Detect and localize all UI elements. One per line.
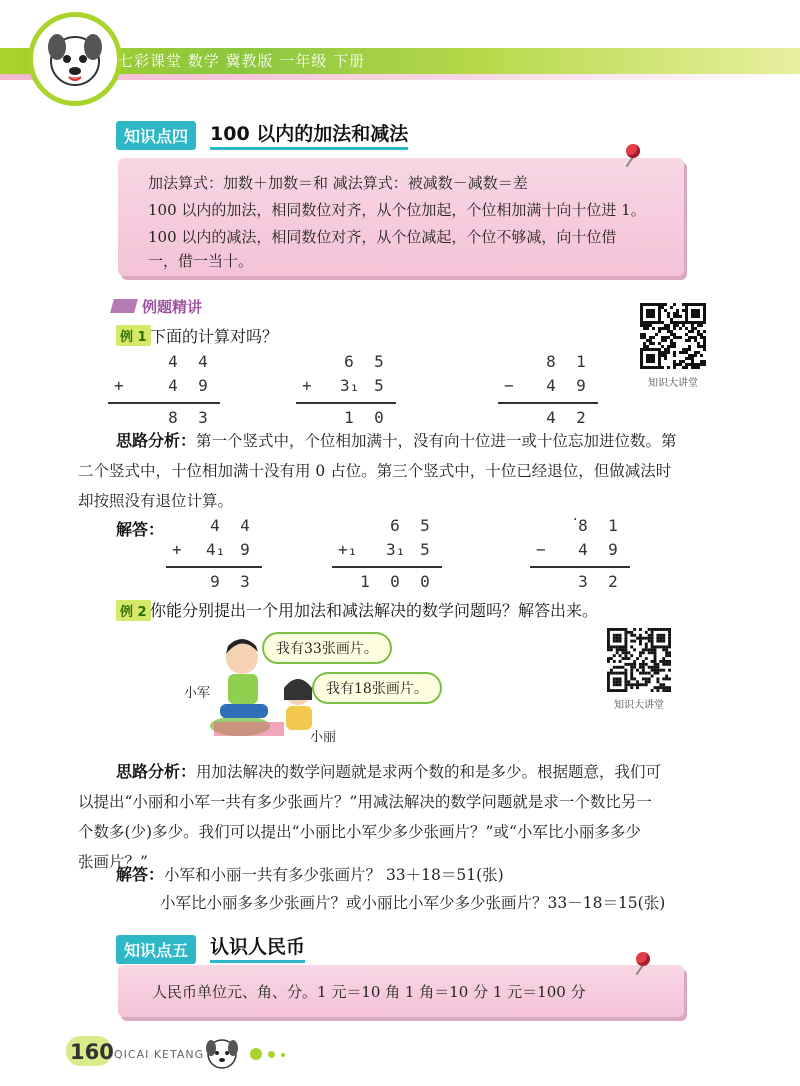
vertical-calculation	[332, 516, 442, 598]
calc-operator: −	[504, 376, 514, 395]
calc-operator: −	[536, 540, 546, 559]
calc-digit: 3	[578, 572, 588, 591]
calc-line	[498, 402, 598, 404]
calc-digit: 2	[608, 572, 618, 591]
analysis-line: 个数多(少)多少。我们可以提出“小丽比小军少多少张画片？”或“小军比小丽多多少	[78, 823, 641, 841]
calc-digit: 1	[360, 572, 370, 591]
example-question: 你能分别提出一个用加法和减法解决的数学问题吗？解答出来。	[150, 601, 599, 620]
answer-line	[116, 860, 504, 890]
qr-caption: 知识大讲堂	[648, 378, 698, 389]
calc-line	[332, 566, 442, 568]
examples-header: 例题精讲	[142, 298, 203, 316]
vertical-calculation	[498, 352, 598, 434]
example-question: 下面的计算对吗？	[150, 327, 279, 346]
header-title: 七彩课堂 数学 冀教版 一年级 下册	[118, 52, 366, 70]
section-title: 100 以内的加法和减法	[210, 119, 408, 150]
name-label: 小军	[184, 686, 211, 701]
analysis-line: 张画片？”	[78, 853, 148, 871]
header-pink-stripe	[0, 74, 800, 80]
calc-digit: 4	[546, 408, 556, 427]
calc-line	[530, 566, 630, 568]
calc-digit: 2	[576, 408, 586, 427]
calc-digit: 8	[578, 516, 588, 535]
calc-digit: 4	[546, 376, 556, 395]
calc-digit: 3	[240, 572, 250, 591]
calc-digit: 9	[210, 572, 220, 591]
calc-line	[296, 402, 396, 404]
analysis-label: 思路分析：	[116, 431, 197, 450]
qr-code-icon[interactable]	[607, 628, 671, 692]
note-line: 100 以内的减法，相同数位对齐，从个位减起，个位不够减，向十位借	[148, 228, 617, 246]
speech-bubble: 我有33张画片。	[262, 632, 392, 664]
speech-bubble: 我有18张画片。	[312, 672, 442, 704]
calc-operator: +	[302, 376, 312, 395]
name-label: 小丽	[310, 730, 337, 745]
calc-digit: 9	[198, 376, 208, 395]
calc-digit: 4	[210, 516, 220, 535]
decor-dot	[281, 1053, 285, 1057]
calc-line	[166, 566, 262, 568]
calc-digit: 5	[374, 376, 384, 395]
calc-digit: 4	[168, 352, 178, 371]
book-icon	[110, 299, 138, 313]
calc-digit: 1	[608, 516, 618, 535]
calc-digit: 1	[344, 408, 354, 427]
footer-brand: QICAI KETANG	[114, 1048, 205, 1061]
vertical-calculation	[296, 352, 396, 434]
section-label: 知识点五	[116, 935, 196, 964]
calc-digit: 4₁	[206, 540, 226, 559]
analysis-text: 用加法解决的数学问题就是求两个数的和是多少。根据题意，我们可	[196, 763, 662, 781]
calc-digit: 5	[420, 540, 430, 559]
calc-digit: 5	[374, 352, 384, 371]
answer-line: 小军比小丽多多少张画片？或小丽比小军少多少张画片？33－18＝15(张)	[160, 894, 666, 912]
answer-label: 解答：	[116, 520, 165, 539]
vertical-calculation	[530, 516, 630, 598]
calc-digit: 8	[546, 352, 556, 371]
note-line: 100 以内的加法，相同数位对齐，从个位加起，个位相加满十向十位进 1。	[148, 201, 646, 219]
page-number: 160	[70, 1040, 114, 1064]
analysis-line: 却按照没有退位计算。	[78, 492, 234, 510]
analysis-line: 二个竖式中，十位相加满十没有用 0 占位。第三个竖式中，十位已经退位，但做减法时	[78, 462, 672, 480]
calc-digit: 9	[576, 376, 586, 395]
calc-digit: 9	[608, 540, 618, 559]
analysis-label: 思路分析：	[116, 762, 197, 781]
analysis-text: 第一个竖式中，个位相加满十，没有向十位进一或十位忘加进位数。第	[196, 432, 677, 450]
dog-mascot-icon	[200, 1034, 244, 1074]
borrow-dot: ·	[573, 512, 578, 528]
calc-digit: 3	[198, 408, 208, 427]
example-tag: 例 2	[116, 600, 151, 621]
vertical-calculation	[166, 516, 262, 598]
calc-digit: 8	[168, 408, 178, 427]
calc-digit: 1	[576, 352, 586, 371]
calc-digit: 4	[198, 352, 208, 371]
dog-mascot-icon	[28, 12, 122, 106]
note-box	[118, 965, 684, 1017]
note-line: 加法算式：加数＋加数＝和 减法算式：被减数－减数＝差	[148, 174, 528, 192]
calc-digit: 3₁	[386, 540, 406, 559]
calc-digit: 4	[240, 516, 250, 535]
calc-digit: 6	[390, 516, 400, 535]
calc-digit: 3₁	[340, 376, 360, 395]
analysis-line	[116, 757, 661, 787]
calc-digit: 0	[390, 572, 400, 591]
section-title: 认识人民币	[210, 932, 305, 963]
calc-operator: +	[114, 376, 124, 395]
push-pin-icon	[636, 952, 650, 966]
qr-code-icon[interactable]	[640, 303, 706, 369]
decor-dot	[268, 1051, 275, 1058]
calc-digit: 9	[240, 540, 250, 559]
calc-operator: +₁	[338, 540, 358, 559]
answer-label: 解答：	[116, 865, 165, 884]
qr-caption: 知识大讲堂	[614, 700, 664, 711]
calc-digit: 0	[374, 408, 384, 427]
example-tag: 例 1	[116, 325, 151, 346]
note-line: 人民币单位元、角、分。1 元＝10 角 1 角＝10 分 1 元＝100 分	[152, 983, 586, 1001]
section-label: 知识点四	[116, 121, 196, 150]
decor-dot	[250, 1048, 262, 1060]
push-pin-icon	[626, 144, 640, 158]
calc-digit: 5	[420, 516, 430, 535]
calc-digit: 4	[578, 540, 588, 559]
note-box	[118, 158, 684, 276]
note-line: 一，借一当十。	[148, 252, 254, 270]
answer-text: 小军和小丽一共有多少张画片？ 33＋18＝51(张)	[164, 866, 504, 884]
calc-line	[108, 402, 220, 404]
vertical-calculation	[108, 352, 220, 434]
analysis-line	[116, 426, 677, 456]
calc-digit: 0	[420, 572, 430, 591]
analysis-line: 以提出“小丽和小军一共有多少张画片？”用减法解决的数学问题就是求一个数比另一	[78, 793, 652, 811]
calc-operator: +	[172, 540, 182, 559]
calc-digit: 4	[168, 376, 178, 395]
calc-digit: 6	[344, 352, 354, 371]
